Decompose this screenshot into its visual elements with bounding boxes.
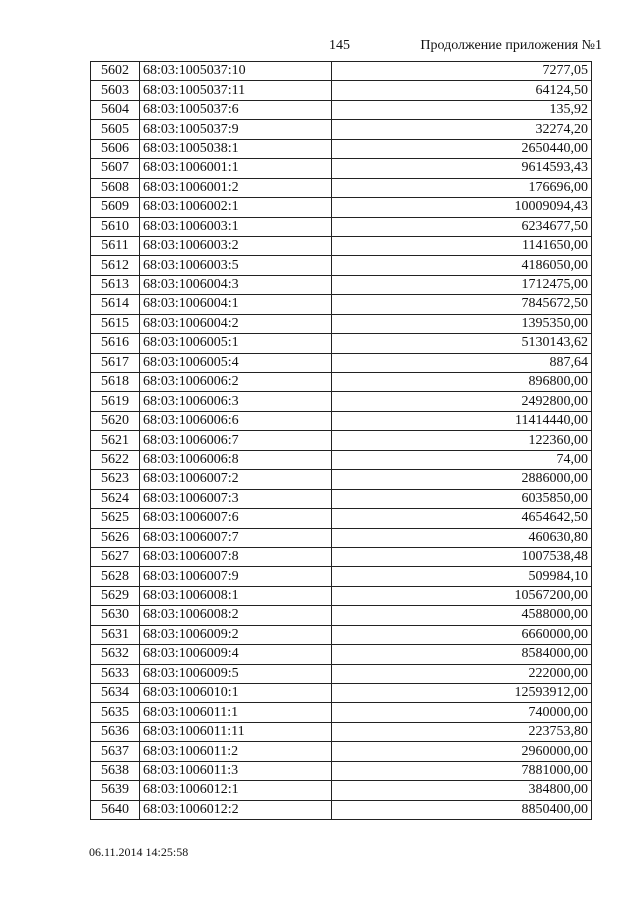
cadastral-number: 68:03:1006005:1 bbox=[140, 334, 332, 353]
cadastral-value: 8584000,00 bbox=[332, 645, 592, 664]
cadastral-value: 8850400,00 bbox=[332, 800, 592, 819]
cadastral-value: 135,92 bbox=[332, 100, 592, 119]
cadastral-value: 6660000,00 bbox=[332, 625, 592, 644]
table-body bbox=[91, 62, 592, 820]
cadastral-number: 68:03:1006008:2 bbox=[140, 606, 332, 625]
row-number: 5610 bbox=[91, 217, 140, 236]
table-row bbox=[91, 295, 592, 314]
table-row bbox=[91, 800, 592, 819]
row-number: 5632 bbox=[91, 645, 140, 664]
table-row bbox=[91, 645, 592, 664]
cadastral-value: 2886000,00 bbox=[332, 470, 592, 489]
table-row bbox=[91, 664, 592, 683]
row-number: 5604 bbox=[91, 100, 140, 119]
table-row bbox=[91, 81, 592, 100]
cadastral-value: 1007538,48 bbox=[332, 547, 592, 566]
cadastral-number: 68:03:1006011:3 bbox=[140, 761, 332, 780]
table-row bbox=[91, 178, 592, 197]
row-number: 5621 bbox=[91, 431, 140, 450]
cadastral-number: 68:03:1006003:1 bbox=[140, 217, 332, 236]
cadastral-number: 68:03:1006001:2 bbox=[140, 178, 332, 197]
cadastral-number: 68:03:1006006:2 bbox=[140, 373, 332, 392]
cadastral-number: 68:03:1006009:4 bbox=[140, 645, 332, 664]
row-number: 5633 bbox=[91, 664, 140, 683]
cadastral-value: 2960000,00 bbox=[332, 742, 592, 761]
cadastral-value-table bbox=[90, 61, 592, 820]
table-row bbox=[91, 62, 592, 81]
row-number: 5626 bbox=[91, 528, 140, 547]
table-row bbox=[91, 236, 592, 255]
table-row bbox=[91, 470, 592, 489]
cadastral-value: 223753,80 bbox=[332, 722, 592, 741]
table-row bbox=[91, 314, 592, 333]
cadastral-value: 222000,00 bbox=[332, 664, 592, 683]
cadastral-value: 32274,20 bbox=[332, 120, 592, 139]
row-number: 5622 bbox=[91, 450, 140, 469]
cadastral-number: 68:03:1006006:7 bbox=[140, 431, 332, 450]
cadastral-number: 68:03:1005037:11 bbox=[140, 81, 332, 100]
row-number: 5620 bbox=[91, 411, 140, 430]
table-row bbox=[91, 392, 592, 411]
cadastral-value: 1712475,00 bbox=[332, 275, 592, 294]
table-row bbox=[91, 256, 592, 275]
cadastral-value: 4654642,50 bbox=[332, 509, 592, 528]
table-row bbox=[91, 334, 592, 353]
table-row bbox=[91, 625, 592, 644]
table-row bbox=[91, 373, 592, 392]
cadastral-value: 4186050,00 bbox=[332, 256, 592, 275]
table-row bbox=[91, 489, 592, 508]
cadastral-number: 68:03:1006011:1 bbox=[140, 703, 332, 722]
row-number: 5602 bbox=[91, 62, 140, 81]
table-row bbox=[91, 703, 592, 722]
cadastral-value: 2492800,00 bbox=[332, 392, 592, 411]
cadastral-number: 68:03:1006005:4 bbox=[140, 353, 332, 372]
row-number: 5629 bbox=[91, 586, 140, 605]
cadastral-number: 68:03:1006011:11 bbox=[140, 722, 332, 741]
cadastral-number: 68:03:1006009:2 bbox=[140, 625, 332, 644]
cadastral-value: 887,64 bbox=[332, 353, 592, 372]
table-row bbox=[91, 742, 592, 761]
appendix-note: Продолжение приложения №1 bbox=[420, 38, 602, 53]
cadastral-number: 68:03:1006006:8 bbox=[140, 450, 332, 469]
row-number: 5607 bbox=[91, 159, 140, 178]
cadastral-value: 64124,50 bbox=[332, 81, 592, 100]
table-row bbox=[91, 547, 592, 566]
cadastral-value: 12593912,00 bbox=[332, 684, 592, 703]
row-number: 5637 bbox=[91, 742, 140, 761]
table-row bbox=[91, 353, 592, 372]
table-row bbox=[91, 217, 592, 236]
cadastral-number: 68:03:1006007:9 bbox=[140, 567, 332, 586]
row-number: 5608 bbox=[91, 178, 140, 197]
cadastral-number: 68:03:1006002:1 bbox=[140, 198, 332, 217]
row-number: 5631 bbox=[91, 625, 140, 644]
row-number: 5624 bbox=[91, 489, 140, 508]
row-number: 5617 bbox=[91, 353, 140, 372]
row-number: 5640 bbox=[91, 800, 140, 819]
row-number: 5613 bbox=[91, 275, 140, 294]
cadastral-number: 68:03:1006011:2 bbox=[140, 742, 332, 761]
table-row bbox=[91, 159, 592, 178]
cadastral-number: 68:03:1006010:1 bbox=[140, 684, 332, 703]
row-number: 5609 bbox=[91, 198, 140, 217]
cadastral-value: 7845672,50 bbox=[332, 295, 592, 314]
cadastral-number: 68:03:1006006:6 bbox=[140, 411, 332, 430]
row-number: 5616 bbox=[91, 334, 140, 353]
cadastral-number: 68:03:1006012:1 bbox=[140, 781, 332, 800]
cadastral-number: 68:03:1006007:3 bbox=[140, 489, 332, 508]
cadastral-value: 1395350,00 bbox=[332, 314, 592, 333]
cadastral-value: 122360,00 bbox=[332, 431, 592, 450]
cadastral-value: 6234677,50 bbox=[332, 217, 592, 236]
cadastral-value: 4588000,00 bbox=[332, 606, 592, 625]
cadastral-value: 740000,00 bbox=[332, 703, 592, 722]
table-row bbox=[91, 139, 592, 158]
cadastral-number: 68:03:1006001:1 bbox=[140, 159, 332, 178]
cadastral-number: 68:03:1006007:8 bbox=[140, 547, 332, 566]
cadastral-value: 384800,00 bbox=[332, 781, 592, 800]
table-row bbox=[91, 431, 592, 450]
row-number: 5623 bbox=[91, 470, 140, 489]
table-row bbox=[91, 684, 592, 703]
table-row bbox=[91, 528, 592, 547]
row-number: 5636 bbox=[91, 722, 140, 741]
cadastral-number: 68:03:1006003:5 bbox=[140, 256, 332, 275]
cadastral-number: 68:03:1005037:6 bbox=[140, 100, 332, 119]
cadastral-value: 2650440,00 bbox=[332, 139, 592, 158]
row-number: 5603 bbox=[91, 81, 140, 100]
cadastral-value: 176696,00 bbox=[332, 178, 592, 197]
cadastral-number: 68:03:1005038:1 bbox=[140, 139, 332, 158]
row-number: 5627 bbox=[91, 547, 140, 566]
row-number: 5618 bbox=[91, 373, 140, 392]
cadastral-number: 68:03:1005037:9 bbox=[140, 120, 332, 139]
row-number: 5635 bbox=[91, 703, 140, 722]
cadastral-number: 68:03:1006006:3 bbox=[140, 392, 332, 411]
table-row bbox=[91, 198, 592, 217]
table-row bbox=[91, 761, 592, 780]
row-number: 5638 bbox=[91, 761, 140, 780]
table-row bbox=[91, 411, 592, 430]
row-number: 5606 bbox=[91, 139, 140, 158]
table-row bbox=[91, 722, 592, 741]
table-row bbox=[91, 275, 592, 294]
cadastral-number: 68:03:1006004:3 bbox=[140, 275, 332, 294]
cadastral-number: 68:03:1006008:1 bbox=[140, 586, 332, 605]
row-number: 5614 bbox=[91, 295, 140, 314]
row-number: 5630 bbox=[91, 606, 140, 625]
table-row bbox=[91, 509, 592, 528]
page-number: 145 bbox=[329, 38, 350, 53]
row-number: 5612 bbox=[91, 256, 140, 275]
table-row bbox=[91, 120, 592, 139]
table-row bbox=[91, 606, 592, 625]
cadastral-number: 68:03:1005037:10 bbox=[140, 62, 332, 81]
table-row bbox=[91, 586, 592, 605]
cadastral-number: 68:03:1006003:2 bbox=[140, 236, 332, 255]
cadastral-value: 7881000,00 bbox=[332, 761, 592, 780]
cadastral-number: 68:03:1006004:2 bbox=[140, 314, 332, 333]
row-number: 5625 bbox=[91, 509, 140, 528]
row-number: 5611 bbox=[91, 236, 140, 255]
cadastral-value: 9614593,43 bbox=[332, 159, 592, 178]
table-row bbox=[91, 450, 592, 469]
row-number: 5639 bbox=[91, 781, 140, 800]
row-number: 5615 bbox=[91, 314, 140, 333]
cadastral-value: 10009094,43 bbox=[332, 198, 592, 217]
cadastral-value: 11414440,00 bbox=[332, 411, 592, 430]
cadastral-value: 1141650,00 bbox=[332, 236, 592, 255]
table-row bbox=[91, 567, 592, 586]
cadastral-number: 68:03:1006009:5 bbox=[140, 664, 332, 683]
row-number: 5619 bbox=[91, 392, 140, 411]
table-row bbox=[91, 100, 592, 119]
cadastral-number: 68:03:1006007:6 bbox=[140, 509, 332, 528]
row-number: 5628 bbox=[91, 567, 140, 586]
cadastral-number: 68:03:1006007:7 bbox=[140, 528, 332, 547]
cadastral-value: 6035850,00 bbox=[332, 489, 592, 508]
cadastral-number: 68:03:1006004:1 bbox=[140, 295, 332, 314]
cadastral-number: 68:03:1006012:2 bbox=[140, 800, 332, 819]
cadastral-value: 74,00 bbox=[332, 450, 592, 469]
print-timestamp: 06.11.2014 14:25:58 bbox=[89, 845, 189, 859]
cadastral-value: 10567200,00 bbox=[332, 586, 592, 605]
table-row bbox=[91, 781, 592, 800]
cadastral-number: 68:03:1006007:2 bbox=[140, 470, 332, 489]
cadastral-value: 896800,00 bbox=[332, 373, 592, 392]
cadastral-value: 460630,80 bbox=[332, 528, 592, 547]
cadastral-value: 5130143,62 bbox=[332, 334, 592, 353]
row-number: 5634 bbox=[91, 684, 140, 703]
cadastral-value: 7277,05 bbox=[332, 62, 592, 81]
row-number: 5605 bbox=[91, 120, 140, 139]
cadastral-value: 509984,10 bbox=[332, 567, 592, 586]
